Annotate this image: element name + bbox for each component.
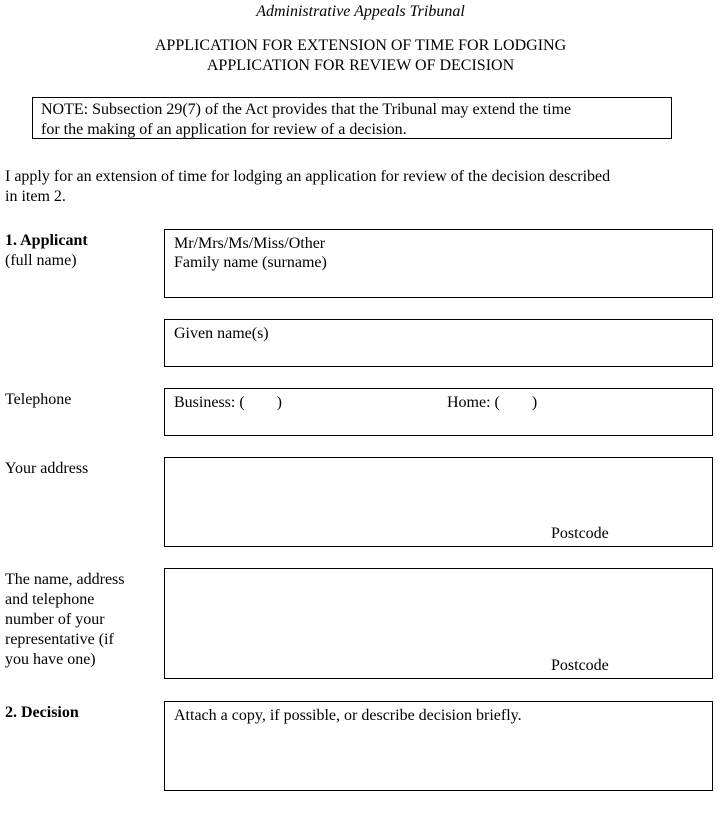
telephone-field[interactable] (164, 388, 713, 436)
representative-label-line: The name, address (5, 571, 125, 588)
decision-instruction: Attach a copy, if possible, or describe decision briefly. (174, 707, 522, 724)
given-names-field[interactable] (164, 319, 713, 367)
note-line2: for the making of an application for review of a decision. (41, 121, 407, 138)
business-phone-label: Business: ( ) (174, 394, 282, 411)
representative-label-line: number of your (5, 611, 105, 628)
applicant-subheading: (full name) (5, 252, 77, 269)
intro-line2: in item 2. (5, 188, 66, 205)
tribunal-name: Administrative Appeals Tribunal (256, 3, 465, 20)
address-postcode-label: Postcode (551, 525, 609, 542)
form-title-line1: APPLICATION FOR EXTENSION OF TIME FOR LODGING (154, 37, 567, 54)
telephone-label: Telephone (5, 391, 72, 408)
representative-label-line: and telephone (5, 591, 95, 608)
representative-postcode-label: Postcode (551, 657, 609, 674)
address-label: Your address (5, 460, 89, 477)
representative-label-line: you have one) (5, 651, 96, 668)
intro-line1: I apply for an extension of time for lodging an application for review of the decision described (5, 168, 611, 185)
form-title (0, 36, 721, 76)
form-title-line2: APPLICATION FOR REVIEW OF DECISION (206, 57, 515, 74)
family-name-label: Family name (surname) (174, 254, 327, 271)
applicant-surname-field[interactable] (164, 229, 713, 298)
note-box (32, 97, 672, 139)
intro-statement (5, 167, 717, 207)
applicant-heading: 1. Applicant (5, 232, 88, 249)
representative-label (5, 570, 125, 670)
representative-field[interactable] (164, 568, 713, 679)
home-phone-label: Home: ( ) (447, 394, 538, 411)
note-line1: NOTE: Subsection 29(7) of the Act provides that the Tribunal may extend the time (41, 101, 572, 118)
representative-label-line: representative (if (5, 631, 114, 648)
decision-field[interactable] (164, 701, 713, 791)
applicant-label (5, 231, 88, 271)
title-options-label: Mr/Mrs/Ms/Miss/Other (174, 235, 326, 252)
given-names-label: Given name(s) (174, 325, 269, 342)
decision-label: 2. Decision (5, 704, 79, 721)
address-field[interactable] (164, 457, 713, 547)
